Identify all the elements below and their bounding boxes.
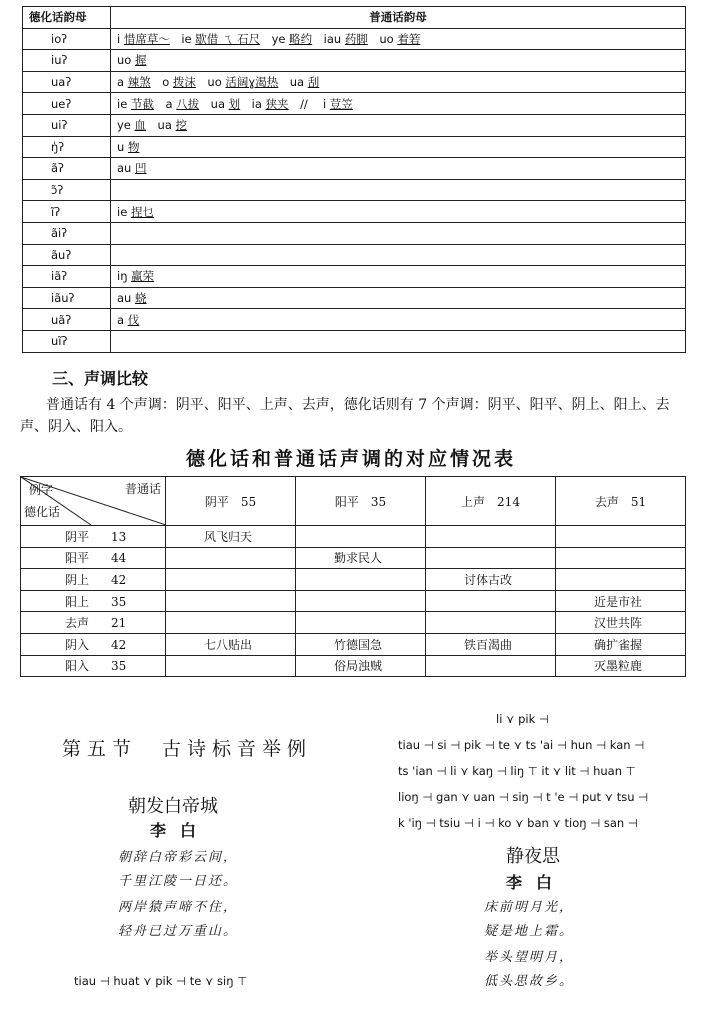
- dehua-final: ãʔ: [23, 158, 111, 180]
- putonghua-final: uo: [117, 53, 132, 68]
- tones-table: [20, 476, 686, 677]
- example-characters: 药脚: [344, 31, 368, 46]
- tones-table-row: [21, 633, 686, 655]
- example-words-cell: [426, 655, 556, 677]
- example-characters: 活阔ɣ渴热: [225, 75, 279, 90]
- finals-table-row: [23, 93, 686, 115]
- putonghua-examples: [111, 28, 686, 50]
- putonghua-final: //: [300, 96, 308, 111]
- dehua-tone-name: 阴平: [65, 529, 90, 544]
- example-characters: 荳笠: [329, 96, 353, 111]
- header-dehua-final: 德化话韵母: [23, 7, 111, 29]
- putonghua-examples: [111, 158, 686, 180]
- example-words-cell: [296, 526, 426, 548]
- tones-table-row: [21, 547, 686, 569]
- putonghua-examples: [111, 244, 686, 266]
- putonghua-examples: [111, 287, 686, 309]
- example-characters: 蛲: [135, 291, 147, 306]
- tones-table-row: [21, 612, 686, 634]
- ipa-line: tiau ⊣ si ⊣ pik ⊣ te ⋎ ts 'ai ⊣ hun ⊣ kan ⊣: [398, 738, 645, 752]
- putonghua-examples: [111, 309, 686, 331]
- corner-label-dehua: 德化话: [24, 505, 61, 519]
- putonghua-examples: [111, 136, 686, 158]
- example-words-cell: [556, 569, 686, 591]
- finals-table-row: [23, 136, 686, 158]
- example-words-cell: [426, 612, 556, 634]
- example-characters: 着箬: [397, 31, 421, 46]
- example-characters: 赢荣: [131, 269, 155, 284]
- tones-paragraph: 普通话有 4 个声调：阴平、阳平、上声、去声，德化话则有 7 个声调：阴平、阳平、阴上、阳上、去声、阴入、阳入。: [20, 397, 670, 435]
- dehua-tone-cell: [21, 655, 166, 677]
- example-characters: 凹: [135, 161, 147, 176]
- dehua-tone-value: 44: [111, 551, 127, 566]
- putonghua-final: uo: [207, 75, 222, 90]
- dehua-final: ãuʔ: [23, 244, 111, 266]
- example-words-cell: [166, 590, 296, 612]
- example-characters: 歇借 ㄟ 石尺: [195, 31, 261, 46]
- dehua-tone-cell: [21, 526, 166, 548]
- dehua-tone-cell: [21, 547, 166, 569]
- dehua-final: ĩʔ: [23, 201, 111, 223]
- putonghua-final: ua: [289, 75, 305, 90]
- corner-label-example: 例字: [29, 483, 54, 497]
- example-words-cell: 铁百渴曲: [426, 633, 556, 655]
- finals-table-row: [23, 244, 686, 266]
- dehua-tone-value: 13: [111, 529, 127, 544]
- poem1-author: 李白: [150, 821, 211, 840]
- example-words-cell: [166, 612, 296, 634]
- putonghua-final: ie: [117, 96, 128, 111]
- dehua-final: uaʔ: [23, 71, 111, 93]
- dehua-tone-value: 42: [111, 572, 127, 587]
- poem1-title: 朝发白帝城: [128, 796, 218, 817]
- dehua-tone-cell: [21, 590, 166, 612]
- example-characters: 挖: [175, 118, 188, 133]
- putonghua-final: iŋ: [117, 269, 128, 284]
- example-words-cell: [296, 612, 426, 634]
- example-words-cell: [426, 526, 556, 548]
- putonghua-final: au: [117, 161, 132, 176]
- corner-label-putonghua: 普通话: [124, 482, 161, 496]
- finals-table-header-row: [23, 7, 686, 29]
- section-heading-poems: 第五节 古诗标音举例: [62, 738, 313, 760]
- dehua-tone-cell: [21, 633, 166, 655]
- putonghua-final: a: [165, 96, 173, 111]
- putonghua-examples: [111, 222, 686, 244]
- poem2-line: 举头望明月，: [484, 950, 575, 965]
- col-header: 去声 51: [556, 477, 686, 526]
- finals-table-row: [23, 330, 686, 352]
- example-words-cell: 灭墨粒鹿: [556, 655, 686, 677]
- putonghua-final: o: [162, 75, 170, 90]
- finals-table-row: [23, 201, 686, 223]
- example-characters: 拨沫: [172, 75, 196, 90]
- ipa-line: ts 'ian ⊣ li ⋎ kaŋ ⊣ liŋ ⊤ it ⋎ lit ⊣ huan ⊤: [398, 764, 636, 778]
- col-header: 阴平 55: [166, 477, 296, 526]
- example-words-cell: [166, 655, 296, 677]
- ipa-line: k 'iŋ ⊣ tsiu ⊣ i ⊣ ko ⋎ ban ⋎ tioŋ ⊣ san ⊣: [398, 816, 638, 830]
- ipa-author-line: li ⋎ pik ⊣: [496, 712, 549, 726]
- tones-table-row: [21, 655, 686, 677]
- example-characters: 辣煞: [127, 75, 151, 90]
- putonghua-final: a: [117, 312, 125, 327]
- putonghua-examples: [111, 330, 686, 352]
- example-characters: 八拔: [176, 96, 200, 111]
- putonghua-examples: [111, 50, 686, 72]
- header-putonghua-final: 普通话韵母: [111, 7, 686, 29]
- dehua-tone-value: 35: [111, 659, 127, 674]
- example-characters: 物: [127, 139, 140, 154]
- dehua-tone-name: 阳入: [65, 659, 90, 674]
- poem2-line: 疑是地上霜。: [484, 924, 575, 939]
- poem1-line: 两岸猿声啼不住，: [118, 900, 239, 915]
- finals-table-row: [23, 287, 686, 309]
- example-words-cell: [426, 590, 556, 612]
- putonghua-final: ua: [157, 118, 172, 133]
- dehua-tone-value: 21: [111, 616, 127, 631]
- putonghua-final: i: [322, 96, 327, 111]
- putonghua-final: iau: [323, 31, 342, 46]
- example-characters: 狭夹: [265, 96, 289, 111]
- putonghua-examples: [111, 266, 686, 288]
- example-words-cell: [556, 547, 686, 569]
- tones-table-title: 德化话和普通话声调的对应情况表: [185, 448, 516, 470]
- example-characters: 伐: [127, 312, 140, 327]
- example-words-cell: 风飞归天: [166, 526, 296, 548]
- example-words-cell: 确扩雀握: [556, 633, 686, 655]
- poem2-title: 静夜思: [506, 846, 560, 867]
- putonghua-final: uo: [379, 31, 394, 46]
- example-words-cell: [296, 569, 426, 591]
- example-words-cell: 竹德国急: [296, 633, 426, 655]
- putonghua-final: ua: [210, 96, 225, 111]
- dehua-final: iuʔ: [23, 50, 111, 72]
- dehua-tone-value: 42: [111, 637, 127, 652]
- finals-table-row: [23, 222, 686, 244]
- putonghua-final: ie: [181, 31, 192, 46]
- tones-table-row: [21, 590, 686, 612]
- col-header: 上声 214: [426, 477, 556, 526]
- finals-table-row: [23, 309, 686, 331]
- example-words-cell: 俗局浊贼: [296, 655, 426, 677]
- poem1-line: 千里江陵一日还。: [118, 874, 239, 889]
- finals-table-row: [23, 28, 686, 50]
- example-words-cell: [166, 569, 296, 591]
- dehua-tone-name: 阳平: [65, 551, 90, 566]
- dehua-final: iãʔ: [23, 266, 111, 288]
- putonghua-final: ia: [251, 96, 262, 111]
- finals-table-row: [23, 179, 686, 201]
- dehua-final: ɔ̃ʔ: [23, 179, 111, 201]
- poem1-line: 轻舟已过万重山。: [118, 924, 239, 939]
- example-characters: 捏乜: [130, 204, 154, 219]
- putonghua-final: ye: [271, 31, 286, 46]
- finals-table: [22, 6, 686, 353]
- dehua-final: ioʔ: [23, 28, 111, 50]
- finals-table-row: [23, 114, 686, 136]
- putonghua-examples: [111, 201, 686, 223]
- example-words-cell: [166, 547, 296, 569]
- example-characters: 惜席草～: [123, 31, 170, 46]
- example-words-cell: [426, 547, 556, 569]
- example-words-cell: 近是市社: [556, 590, 686, 612]
- putonghua-examples: [111, 179, 686, 201]
- putonghua-final: ye: [117, 118, 131, 133]
- example-characters: 划: [228, 96, 241, 111]
- putonghua-final: i: [117, 31, 121, 46]
- dehua-tone-cell: [21, 569, 166, 591]
- putonghua-examples: [111, 71, 686, 93]
- tones-table-header-row: [21, 477, 686, 526]
- dehua-tone-cell: [21, 612, 166, 634]
- dehua-final: ueʔ: [23, 93, 111, 115]
- dehua-tone-value: 35: [111, 594, 127, 609]
- dehua-tone-name: 阴上: [65, 572, 90, 587]
- example-words-cell: [296, 590, 426, 612]
- dehua-final: uãʔ: [23, 309, 111, 331]
- dehua-final: ŋ̍ʔ: [23, 136, 111, 158]
- example-characters: 握: [134, 53, 147, 68]
- dehua-tone-name: 阴入: [65, 637, 90, 652]
- poem2-line: 床前明月光，: [484, 900, 575, 915]
- example-words-cell: [556, 526, 686, 548]
- section-heading-tones: 三、声调比较: [52, 369, 149, 388]
- finals-table-row: [23, 158, 686, 180]
- tones-table-row: [21, 569, 686, 591]
- finals-table-row: [23, 266, 686, 288]
- finals-table-row: [23, 50, 686, 72]
- putonghua-final: u: [117, 139, 125, 154]
- example-characters: 血: [134, 118, 147, 133]
- dehua-tone-name: 阳上: [65, 594, 90, 609]
- tones-table-row: [21, 526, 686, 548]
- dehua-final: uĩʔ: [23, 330, 111, 352]
- example-words-cell: 讨体古改: [426, 569, 556, 591]
- putonghua-final: au: [117, 291, 132, 306]
- dehua-tone-name: 去声: [65, 616, 90, 631]
- poem1-ipa-line: tiau ⊣ huat ⋎ pik ⊣ te ⋎ siŋ ⊤: [74, 974, 248, 988]
- finals-table-row: [23, 71, 686, 93]
- dehua-final: ãiʔ: [23, 222, 111, 244]
- corner-cell: [21, 477, 166, 526]
- example-characters: 刮: [307, 75, 320, 90]
- example-words-cell: 七八贴出: [166, 633, 296, 655]
- example-characters: 略约: [289, 31, 313, 46]
- putonghua-final: a: [117, 75, 125, 90]
- putonghua-examples: [111, 93, 686, 115]
- example-words-cell: 勤求民人: [296, 547, 426, 569]
- dehua-final: uiʔ: [23, 114, 111, 136]
- col-header: 阳平 35: [296, 477, 426, 526]
- poem2-line: 低头思故乡。: [484, 974, 575, 989]
- example-words-cell: 汉世共阵: [556, 612, 686, 634]
- putonghua-final: ie: [117, 204, 128, 219]
- poem2-author: 李白: [506, 873, 567, 892]
- poem1-line: 朝辞白帝彩云间，: [118, 850, 239, 865]
- dehua-final: iãuʔ: [23, 287, 111, 309]
- ipa-line: lioŋ ⊣ gan ⋎ uan ⊣ siŋ ⊣ t 'e ⊣ put ⋎ tsu ⊣: [398, 790, 649, 804]
- example-characters: 节截: [130, 96, 154, 111]
- putonghua-examples: [111, 114, 686, 136]
